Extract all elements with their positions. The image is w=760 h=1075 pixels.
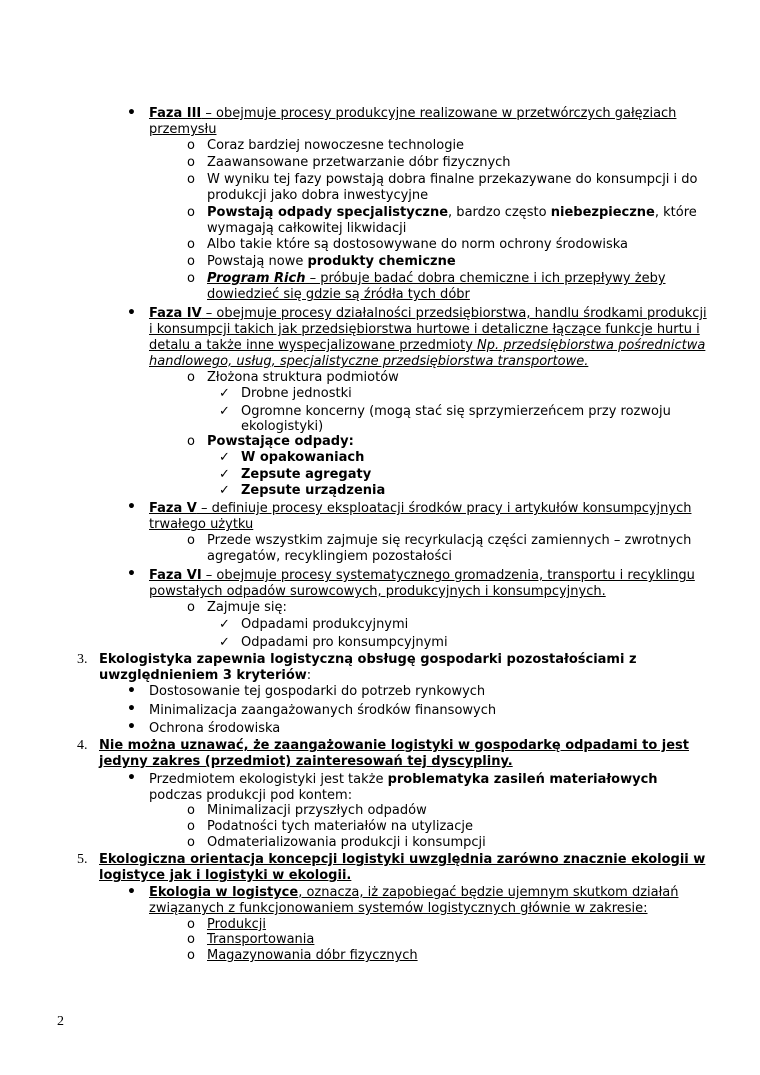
- list-item-program: [207, 271, 666, 287]
- circle-marker: o: [187, 835, 195, 850]
- check-icon: ✓: [219, 404, 230, 419]
- program-text: – próbuje badać dobra chemiczne i ich przepływy żeby: [305, 271, 666, 286]
- list-item: Magazynowania dóbr fizycznych: [207, 948, 418, 963]
- circle-marker: o: [187, 819, 195, 834]
- bullet-marker: •: [127, 499, 136, 515]
- list-item: Drobne jednostki: [241, 386, 352, 401]
- circle-marker: o: [187, 932, 195, 947]
- list-item: Coraz bardziej nowoczesne technologie: [207, 138, 465, 153]
- list-item: Dostosowanie tej gospodarki do potrzeb rynkowych: [149, 684, 486, 699]
- list-item: Produkcji: [207, 917, 267, 932]
- faza6-title: Faza VI: [149, 568, 202, 583]
- faza5-line2: trwałego użytku: [149, 517, 254, 532]
- page-number: 2: [57, 1014, 64, 1029]
- check-icon: ✓: [219, 635, 230, 650]
- faza3-line1: – obejmuje procesy produkcyjne realizowane w przetwórczych gałęziach: [201, 106, 677, 121]
- circle-marker: o: [187, 138, 195, 153]
- list-item: Odpadami pro konsumpcyjnymi: [241, 635, 448, 650]
- odpady-text-1: , bardzo często: [448, 205, 551, 220]
- list-number: 3.: [77, 652, 88, 667]
- bullet-marker: •: [127, 566, 136, 582]
- faza5-line1: – definiuje procesy eksploatacji środków pracy i artykułów konsumpcyjnych: [196, 501, 692, 516]
- list-item: Albo takie które są dostosowywane do norm ochrony środowiska: [207, 237, 629, 252]
- list-item: Minimalizacji przyszłych odpadów: [207, 803, 427, 818]
- faza5-heading: [149, 501, 691, 517]
- faza4-line2: i konsumpcji takich jak przedsiębiorstwa hurtowe i detaliczne łączące funkcje hurtu i: [149, 322, 700, 337]
- faza4-line3b: Np. przedsiębiorstwa pośrednictwa: [477, 338, 706, 353]
- list-number: 5.: [77, 852, 88, 867]
- list-item-nowe: [207, 254, 456, 270]
- bullet-marker: •: [127, 105, 136, 121]
- faza3-title: Faza III: [149, 106, 202, 121]
- check-icon: ✓: [219, 467, 230, 482]
- circle-marker: o: [187, 370, 195, 385]
- faza4-line4: handlowego, usług, specjalistyczne przedsiębiorstwa transportowe.: [149, 354, 589, 369]
- p3-line2: [99, 668, 311, 684]
- list-item: Zajmuje się:: [207, 600, 287, 615]
- faza6-line1: – obejmuje procesy systematycznego gromadzenia, transportu i recyklingu: [201, 568, 695, 583]
- circle-marker: o: [187, 271, 195, 286]
- faza4-heading: [149, 306, 707, 322]
- check-icon: ✓: [219, 386, 230, 401]
- circle-marker: o: [187, 205, 195, 220]
- nowe-text: Powstają nowe: [207, 254, 308, 269]
- program-title: Program Rich: [207, 271, 306, 286]
- faza6-line2: powstałych odpadów surowcowych, produkcyjnych i konsumpcyjnych.: [149, 584, 606, 599]
- circle-marker: o: [187, 917, 195, 932]
- p4-line2: jedyny zakres (przedmiot) zainteresowań tej dyscypliny.: [99, 754, 513, 769]
- bullet-marker: •: [127, 884, 136, 900]
- list-item: Przede wszystkim zajmuje się recyrkulacją części zamiennych – zwrotnych: [207, 533, 692, 548]
- odpady-text-2: , które: [654, 205, 697, 220]
- p4-line1: Nie można uznawać, że zaangażowanie logistyki w gospodarkę odpadami to jest: [99, 738, 690, 753]
- list-item: Transportowania: [207, 932, 315, 947]
- p4-podczas: podczas produkcji pod kontem:: [149, 788, 353, 803]
- circle-marker: o: [187, 155, 195, 170]
- circle-marker: o: [187, 600, 195, 615]
- bullet-marker: •: [127, 719, 136, 735]
- faza5-title: Faza V: [149, 501, 197, 516]
- list-item-continuation: ekologistyki): [241, 419, 324, 434]
- p3-line2-bold: uwzględnieniem 3 kryteriów: [99, 668, 307, 683]
- p4-przedmiot-bold: problematyka zasileń materiałowych: [387, 772, 658, 787]
- faza4-line3: [149, 338, 705, 354]
- list-item-continuation: agregatów, recyklingiem pozostałości: [207, 549, 452, 564]
- list-item: Ogromne koncerny (mogą stać się sprzymierzeńcem przy rozwoju: [241, 404, 671, 419]
- nowe-bold: produkty chemiczne: [307, 254, 456, 269]
- list-item: Zaawansowane przetwarzanie dóbr fizycznych: [207, 155, 511, 170]
- circle-marker: o: [187, 803, 195, 818]
- faza3-heading: [149, 106, 676, 122]
- p3-line2-text: :: [306, 668, 312, 683]
- p4-przedmiot-text: Przedmiotem ekologistyki jest także: [149, 772, 388, 787]
- list-item: W wyniku tej fazy powstają dobra finalne przekazywane do konsumpcji i do: [207, 172, 698, 187]
- p5-line2: logistyce jak i logistyki w ekologii.: [99, 868, 352, 883]
- circle-marker: o: [187, 533, 195, 548]
- bullet-marker: •: [127, 770, 136, 786]
- list-item-continuation: produkcji jako dobra inwestycyjne: [207, 188, 429, 203]
- list-item: Odmaterializowania produkcji i konsumpcji: [207, 835, 486, 850]
- list-item-continuation: wymagają całkowitej likwidacji: [207, 221, 407, 236]
- circle-marker: o: [187, 172, 195, 187]
- circle-marker: o: [187, 237, 195, 252]
- circle-marker: o: [187, 434, 195, 449]
- check-icon: ✓: [219, 617, 230, 632]
- faza4-line3a: detalu a także inne wyspecjalizowane przedmioty: [149, 338, 478, 353]
- odpady-bold-2: niebezpieczne: [550, 205, 655, 220]
- list-item-continuation: dowiedzieć się gdzie są źródła tych dóbr: [207, 287, 470, 302]
- bullet-marker: •: [127, 701, 136, 717]
- p5-ekologia-text: , oznacza, iż zapobiegać będzie ujemnym skutkom działań: [298, 885, 679, 900]
- list-item: W opakowaniach: [241, 450, 365, 465]
- faza4-line1: – obejmuje procesy działalności przedsiębiorstwa, handlu środkami produkcji: [201, 306, 707, 321]
- list-item: Ochrona środowiska: [149, 721, 281, 736]
- circle-marker: o: [187, 948, 195, 963]
- faza4-title: Faza IV: [149, 306, 202, 321]
- list-number: 4.: [77, 738, 88, 753]
- list-item: Zepsute agregaty: [241, 467, 372, 482]
- list-item: Powstające odpady:: [207, 434, 354, 449]
- list-item: Odpadami produkcyjnymi: [241, 617, 409, 632]
- list-item: Podatności tych materiałów na utylizacje: [207, 819, 474, 834]
- p5-ekologia: [149, 885, 679, 901]
- faza3-line2: przemysłu: [149, 122, 217, 137]
- p3-line1: Ekologistyka zapewnia logistyczną obsługę gospodarki pozostałościami z: [99, 652, 637, 667]
- circle-marker: o: [187, 254, 195, 269]
- check-icon: ✓: [219, 450, 230, 465]
- p5-ekologia-line2: związanych z funkcjonowaniem systemów logistycznych głównie w zakresie:: [149, 901, 648, 916]
- bullet-marker: •: [127, 305, 136, 321]
- p4-przedmiot: [149, 772, 658, 788]
- list-item: Złożona struktura podmiotów: [207, 370, 399, 385]
- p5-line1: Ekologiczna orientacja koncepcji logistyki uwzględnia zarówno znacznie ekologii w: [99, 852, 706, 867]
- list-item-odpady: [207, 205, 697, 221]
- list-item: Zepsute urządzenia: [241, 483, 386, 498]
- check-icon: ✓: [219, 483, 230, 498]
- faza6-heading: [149, 568, 695, 584]
- p5-ekologia-bold: Ekologia w logistyce: [149, 885, 299, 900]
- list-item: Minimalizacja zaangażowanych środków finansowych: [149, 703, 497, 718]
- odpady-bold-1: Powstają odpady specjalistyczne: [207, 205, 449, 220]
- bullet-marker: •: [127, 683, 136, 699]
